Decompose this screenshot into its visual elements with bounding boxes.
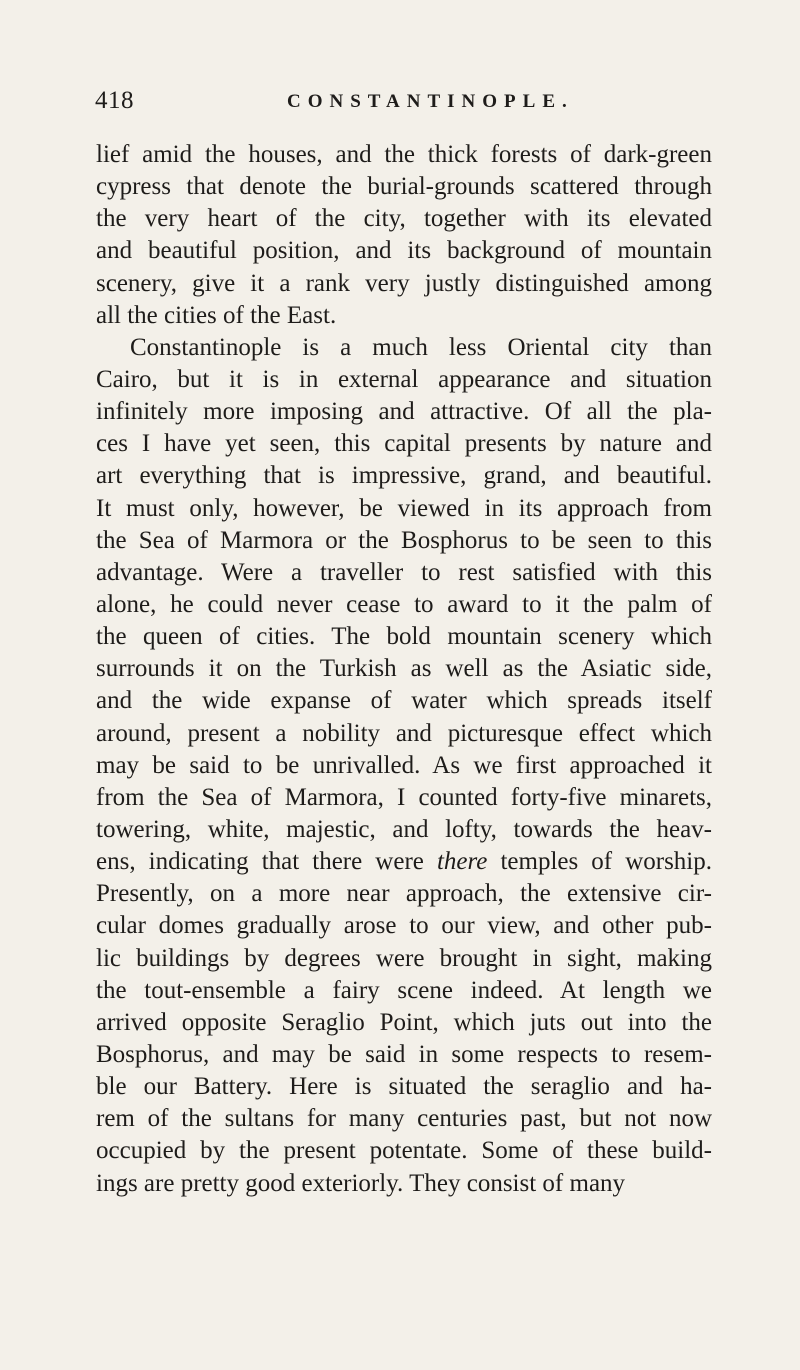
- text-line: all the cities of the East.: [96, 301, 337, 329]
- text-line: ble our Battery. Here is situated the seraglio and ha-: [96, 1073, 712, 1101]
- text-line: towering, white, majestic, and lofty, towards the heav-: [96, 815, 712, 843]
- italic-word: there: [436, 848, 488, 876]
- text-line: and beautiful position, and its background of mountain: [96, 237, 712, 265]
- text-line: ces I have yet seen, this capital presents by nature and: [96, 430, 712, 458]
- text-line: cular domes gradually arose to our view, and other pub-: [96, 912, 712, 940]
- text-line: rem of the sultans for many centuries past, but not now: [96, 1105, 712, 1133]
- text-line: occupied by the present potentate. Some of these build-: [96, 1137, 712, 1165]
- text-line: Constantinople is a much less Oriental city than: [130, 333, 712, 361]
- text-line: Presently, on a more near approach, the extensive cir-: [96, 880, 712, 908]
- text-line: the tout-ensemble a fairy scene indeed. At length we: [96, 976, 712, 1004]
- text-line: advantage. Were a traveller to rest satisfied with this: [96, 558, 712, 586]
- text-line: lief amid the houses, and the thick forests of dark-green: [96, 141, 712, 168]
- text-line: ings are pretty good exteriorly. They consist of many: [96, 1169, 626, 1197]
- body-text: [96, 139, 712, 1200]
- page-number: 418: [95, 87, 134, 114]
- page-header: [95, 86, 715, 126]
- text-line: arrived opposite Seraglio Point, which juts out into the: [96, 1008, 712, 1036]
- text-line: the very heart of the city, together with its elevated: [96, 205, 712, 233]
- text-line: the Sea of Marmora or the Bosphorus to be seen to this: [96, 526, 712, 554]
- text-line: the queen of cities. The bold mountain scenery which: [96, 623, 712, 651]
- text-line-with-italic: [96, 846, 712, 878]
- text-line: Bosphorus, and may be said in some respects to resem-: [96, 1040, 712, 1068]
- text-line: may be said to be unrivalled. As we first approached it: [96, 751, 712, 779]
- text-line: and the wide expanse of water which spreads itself: [96, 687, 712, 715]
- text-line: cypress that denote the burial-grounds scattered through: [96, 173, 712, 201]
- text-segment: ens, indicating that there were: [96, 848, 437, 876]
- text-segment: temples of worship.: [487, 848, 712, 876]
- text-line: lic buildings by degrees were brought in sight, making: [96, 944, 712, 972]
- text-line: around, present a nobility and picturesque effect which: [96, 719, 712, 747]
- text-line: scenery, give it a rank very justly distinguished among: [96, 269, 712, 297]
- text-line: alone, he could never cease to award to it the palm of: [96, 590, 712, 618]
- text-line: Cairo, but it is in external appearance and situation: [96, 365, 712, 393]
- text-line: infinitely more imposing and attractive. Of all the pla-: [96, 398, 712, 426]
- text-line: It must only, however, be viewed in its approach from: [96, 494, 712, 522]
- text-line: from the Sea of Marmora, I counted forty-five minarets,: [96, 783, 712, 811]
- running-title: CONSTANTINOPLE.: [287, 91, 574, 112]
- text-line: art everything that is impressive, grand, and beautiful.: [96, 462, 712, 490]
- text-line: surrounds it on the Turkish as well as the Asiatic side,: [96, 655, 712, 683]
